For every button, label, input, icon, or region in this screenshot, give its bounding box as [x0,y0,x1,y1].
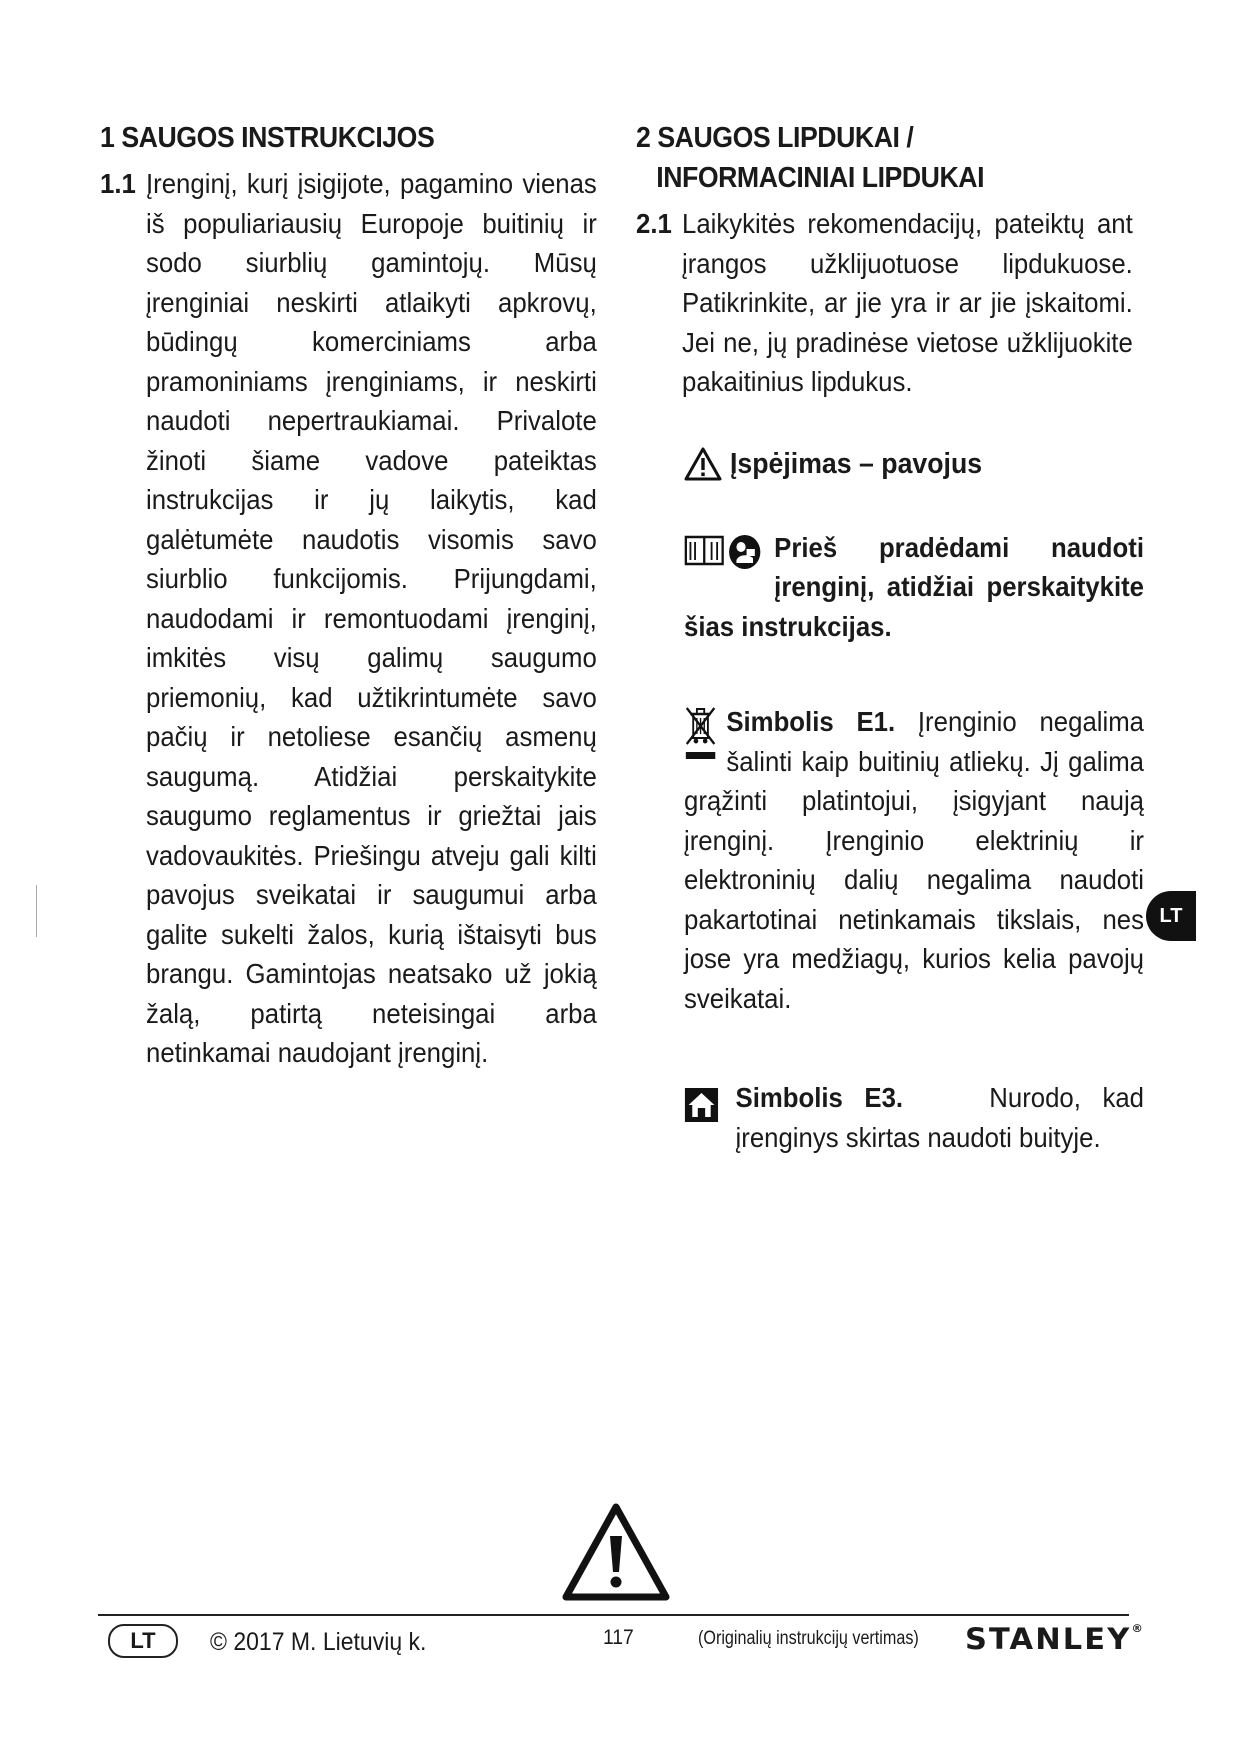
read-manual-icons [684,534,761,570]
house-icon [684,1084,719,1124]
read-manual-icon [728,534,761,570]
page-number: 117 [603,1626,634,1649]
warning-triangle-icon [684,447,722,481]
footer-language-badge: LT [108,1624,178,1658]
paragraph-1-1-text: Įrenginį, kurį įsigijote, pagamino vienas iš populiariausių Europoje buitinių ir sodo siurblių gamintojų. Mūsų įrenginiai neskirti atlaikyti apkrovų, būdingų komerciniams arba pramoniniams įrenginiams, ir neskirti naudoti nepertraukiamai. Privalote žinoti šiame vadove pateiktas instrukcijas ir jų laikytis, kad galėtumėte naudotis visomis savo siurblio funkcijomis. Prijungdami, naudodami ir remontuodami įrenginį, imkitės visų galimų saugumo priemonių, kad užtikrintumėte savo pačių ir netoliese esančių asmenų saugumą. Atidžiai perskaitykite saugumo reglamentus ir griežtai jais vadovaukitės. Priešingu atveju gali kilti pavojus sveikatai ir saugumui arba galite sukelti žalos, kurią ištaisyti bus brangu. Gamintojas neatsako už jokią žalą, patirtą neteisingai arba netinkamai naudojant įrenginį. [146,168,597,1068]
read-manual-notice [684,528,1144,647]
symbol-e3-text: Nurodo, kad įrenginys skirtas naudoti buityje. [735,1082,1144,1153]
paragraph-2-1 [636,204,1133,402]
open-book-icon [684,534,724,570]
brand-logo [965,1622,1143,1656]
language-side-tab: LT [1146,891,1196,941]
section-2-heading-line2: INFORMACINIAI LIPDUKAI [656,162,985,194]
crossed-bin-icon [684,706,717,762]
symbol-e3-label: Simbolis E3. [735,1082,904,1113]
paragraph-2-1-text: Laikykitės rekomendacijų, pateiktų ant įrangos užklijuotuose lipdukuose. Patikrinkite, ar jie yra ir ar jie įskaitomi. Jei ne, jų pradinėse vietose užklijuokite pakaitinius lipdukus. [682,208,1133,397]
paragraph-1-1-number: 1.1 [100,168,136,199]
brand-registered-mark: ® [1131,1622,1143,1635]
footer-copyright: © 2017 M. Lietuvių k. [210,1628,427,1656]
section-2-heading-line1: 2 SAUGOS LIPDUKAI / [636,122,914,154]
brand-name: STANLEY [965,1622,1132,1656]
footer-translation-note: (Originalių instrukcijų vertimas) [698,1628,919,1649]
symbol-e1-label: Simbolis E1. [726,706,896,737]
paragraph-1-1 [100,164,597,1073]
warning-triangle-icon [561,1502,671,1602]
symbol-e3-block [684,1078,1144,1157]
symbol-e1-text: Įrenginio negalima šalinti kaip buitinių atliekų. Jį galima grąžinti platintojui, įsigyjant naują įrenginį. Įrenginio elektrinių ir elektroninių dalių negalima naudoti pakartotinai netinkamais tikslais, nes jose yra medžiagų, kurios kelia pavojų sveikatai. [684,706,1144,1014]
footer-divider [98,1614,1129,1616]
paragraph-2-1-number: 2.1 [636,208,672,239]
warning-danger-row [636,444,1146,484]
symbol-e1-block [684,702,1144,1018]
section-2-heading [636,118,1105,198]
section-safety-instructions [100,118,605,1073]
section-1-heading: 1 SAUGOS INSTRUKCIJOS [100,122,435,154]
page-footer [98,1622,1143,1666]
section-safety-labels [636,118,1146,1157]
warning-danger-label: Įspėjimas – pavojus [730,447,983,480]
read-manual-text: Prieš pradėdami naudoti įrenginį, atidžiai perskaitykite šias instrukcijas. [684,531,1144,642]
margin-mark [36,885,37,937]
